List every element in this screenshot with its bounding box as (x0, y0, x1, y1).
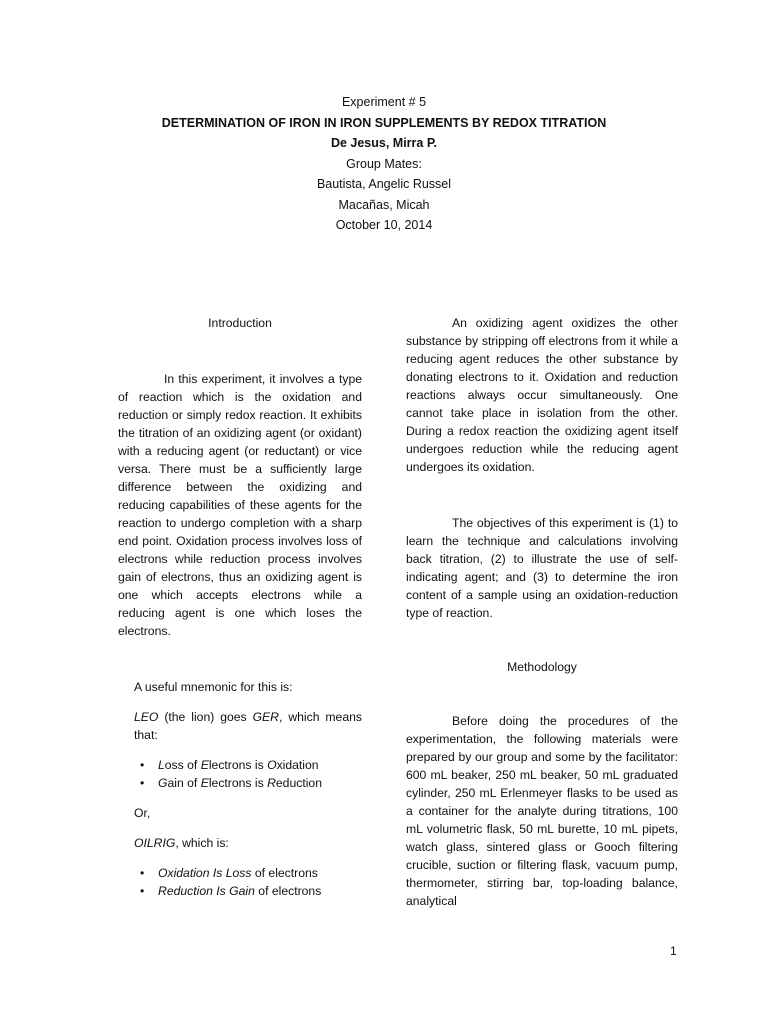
group-mate-2: Macañas, Micah (338, 197, 430, 212)
oxidizing-agent-paragraph: An oxidizing agent oxidizes the other substance by stripping off electrons from it while a reducing agent reduces the other substance by donating electrons to it. Oxidation and reduction reactions always occur simultaneously. One cannot take place in isolation from the other. During a redox reaction the oxidizing agent itself undergoes reduction while the reducing agent undergoes its oxidation. (406, 316, 678, 474)
author-name: De Jesus, Mirra P. (330, 136, 438, 150)
methodology-paragraph: Before doing the procedures of the experimentation, the following materials were prepared by our group and some by the facilitator: 600 mL beaker, 250 mL beaker, 50 mL graduated cylinder, 250 mL Erlenmeyer flasks to be used as a container for the analyte during titrations, 100 mL volumetric flask, 50 mL burette, 10 mL pipets, watch glass, sintered glass or Gooch filtering crucible, suction or filtering flask, vacuum pump, thermometer, stirring bar, top-loading balance, analytical (406, 714, 678, 908)
introduction-paragraph: In this experiment, it involves a type of reaction which is the oxidation and reduction or simply redox reaction. It exhibits the titration of an oxidizing agent (or oxidant) with a reducing agent (or reductant) or vice versa. There must be a sufficiently large difference between the oxidizing and reducing capabilities of these agents for the reaction to undergo completion with a sharp end point. Oxidation process involves loss of electrons while reduction process involves gain of electrons, thus an oxidizing agent is one which accepts electrons while a reducing agent is one which loses the electrons. (118, 372, 362, 638)
page-number: 1 (670, 944, 677, 958)
document-date: October 10, 2014 (335, 218, 433, 232)
mnemonic-section (134, 678, 362, 900)
or-text: Or, (134, 806, 151, 820)
objectives-paragraph: The objectives of this experiment is (1) to learn the technique and calculations involving back titration, (2) to illustrate the use of self-indicating agent; and (3) to determine the iron content of a sample using an oxidation-reduction type of reaction. (406, 516, 678, 620)
methodology-heading: Methodology (507, 660, 577, 674)
list-item: • Loss of Electrons is Oxidation (134, 756, 362, 774)
document-title: DETERMINATION OF IRON IN IRON SUPPLEMENTS BY REDOX TITRATION (161, 115, 607, 130)
leo-ger-line: LEO (the lion) goes GER, which means that: (134, 710, 362, 742)
mnemonic-intro: A useful mnemonic for this is: (134, 680, 293, 694)
leo-ger-list (134, 756, 362, 792)
list-item: • Oxidation Is Loss of electrons (134, 864, 362, 882)
group-mate-1: Bautista, Angelic Russel (316, 177, 452, 191)
oilrig-list (134, 864, 362, 900)
oilrig-line: OILRIG, which is: (134, 836, 229, 850)
right-column (406, 314, 678, 910)
list-item: • Reduction Is Gain of electrons (134, 882, 362, 900)
list-item: • Gain of Electrons is Reduction (134, 774, 362, 792)
document-header (0, 92, 768, 236)
introduction-heading: Introduction (208, 316, 272, 330)
experiment-number: Experiment # 5 (341, 95, 427, 109)
left-column (118, 314, 362, 900)
group-mates-label: Group Mates: (346, 156, 422, 171)
